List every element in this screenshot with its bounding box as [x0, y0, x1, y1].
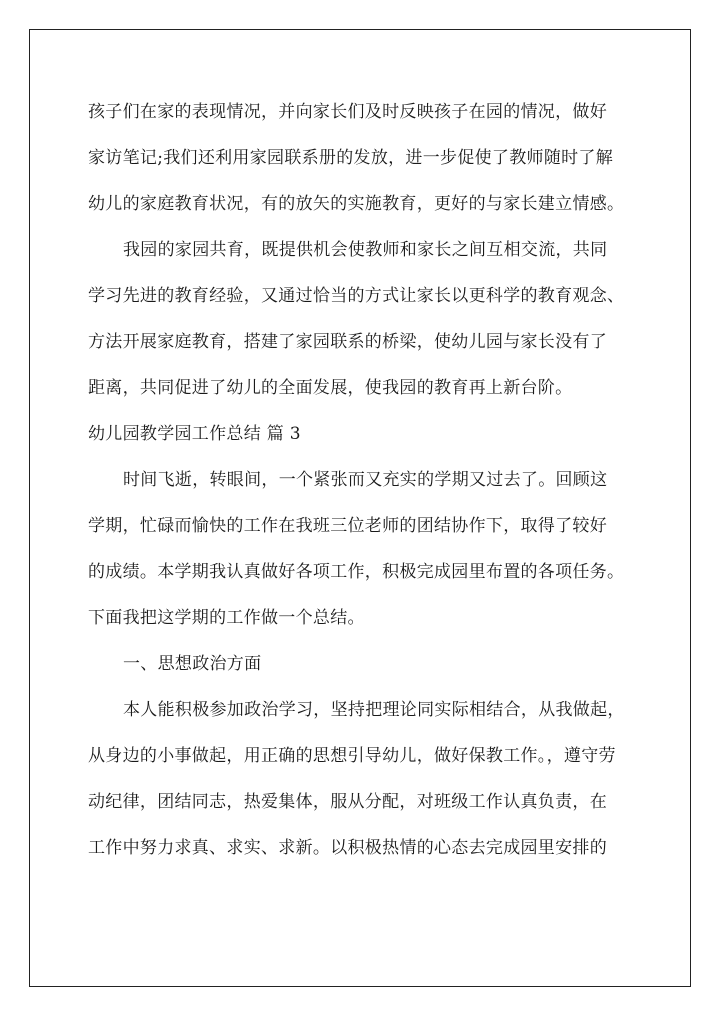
paragraph-start-line: 本人能积极参加政治学习，坚持把理论同实际相结合，从我做起， [123, 700, 625, 720]
subsection-heading: 一、思想政治方面 [123, 654, 262, 674]
paragraph-start-line: 我园的家园共育，既提供机会使教师和家长之间互相交流，共同 [123, 240, 608, 260]
section-heading: 幼儿园教学园工作总结 篇 3 [88, 424, 301, 444]
text-line: 下面我把这学期的工作做一个总结。 [88, 608, 365, 628]
text-line: 的成绩。本学期我认真做好各项工作，积极完成园里布置的各项任务。 [88, 562, 625, 582]
text-line: 幼儿的家庭教育状况，有的放矢的实施教育，更好的与家长建立情感。 [88, 194, 625, 214]
text-line: 家访笔记;我们还利用家园联系册的发放，进一步促使了教师随时了解 [88, 148, 614, 168]
text-line: 学习先进的教育经验，又通过恰当的方式让家长以更科学的教育观念、 [88, 286, 625, 306]
text-line: 动纪律，团结同志，热爱集体，服从分配，对班级工作认真负责，在 [88, 792, 607, 812]
text-line: 孩子们在家的表现情况，并向家长们及时反映孩子在园的情况，做好 [88, 102, 607, 122]
paragraph-start-line: 时间飞逝，转眼间，一个紧张而又充实的学期又过去了。回顾这 [123, 470, 608, 490]
text-line: 方法开展家庭教育，搭建了家园联系的桥梁，使幼儿园与家长没有了 [88, 332, 607, 352]
text-line: 距离，共同促进了幼儿的全面发展，使我园的教育再上新台阶。 [88, 378, 573, 398]
document-body [88, 96, 636, 878]
text-line: 工作中努力求真、求实、求新。以积极热情的心态去完成园里安排的 [88, 838, 607, 858]
text-line: 学期，忙碌而愉快的工作在我班三位老师的团结协作下，取得了较好 [88, 516, 607, 536]
text-line: 从身边的小事做起，用正确的思想引导幼儿，做好保教工作。，遵守劳 [88, 746, 616, 766]
